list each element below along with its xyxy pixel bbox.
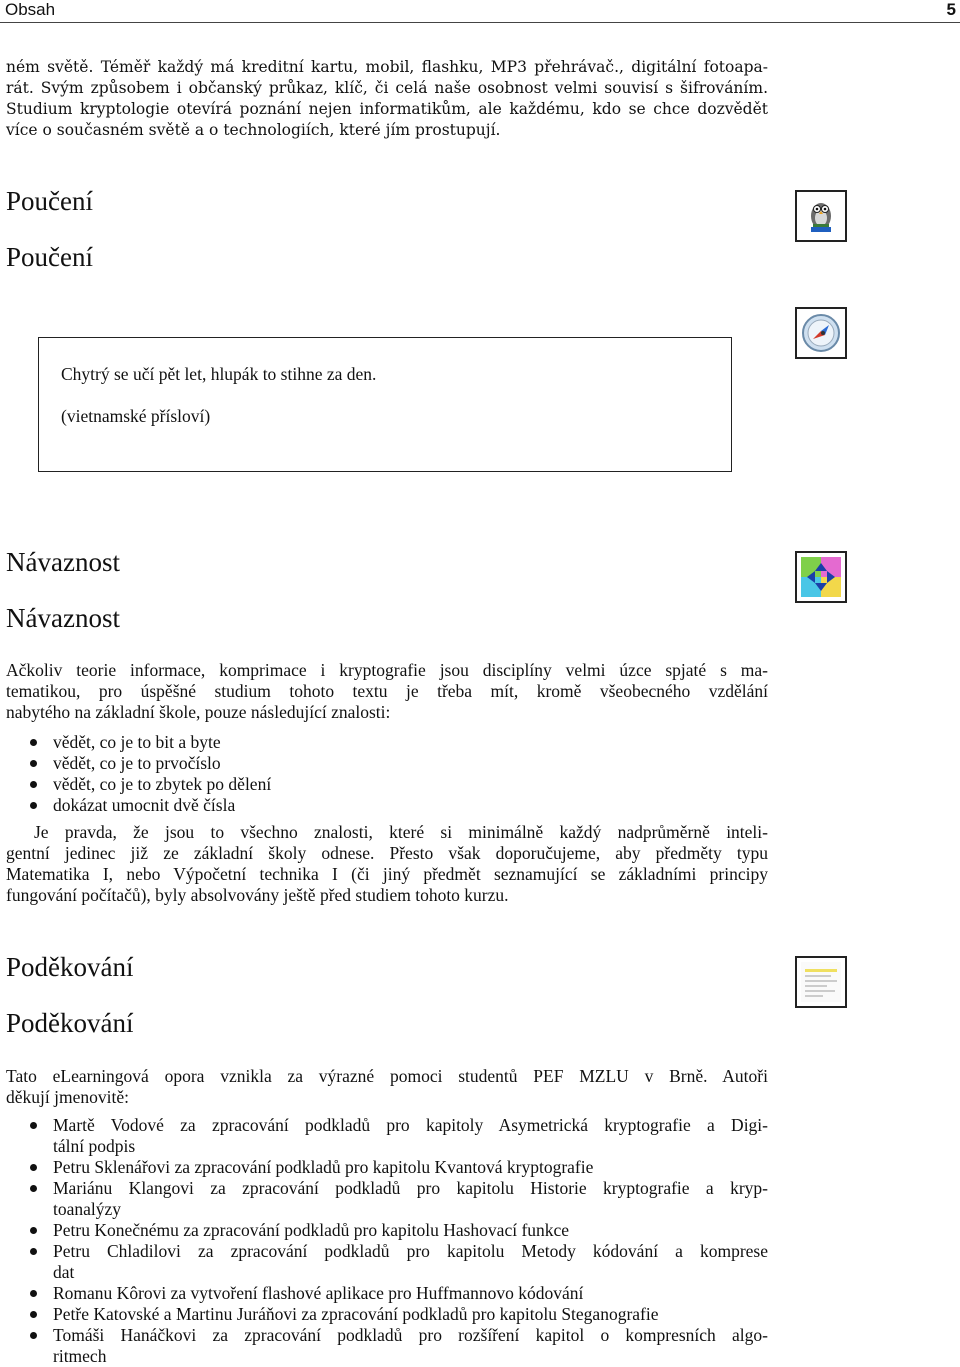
text-line: Studium kryptologie otevírá poznání nejen informatikům, ale každému, kdo se chce dozvědět bbox=[6, 100, 768, 118]
list-item bbox=[28, 1178, 768, 1220]
list-item bbox=[28, 774, 768, 795]
owl-reading-icon bbox=[795, 190, 847, 242]
list-item-text: Martě Vodové za zpracování podkladů pro kapitoly Asymetrická kryptografie a Digi- bbox=[53, 1115, 768, 1135]
quote-box bbox=[38, 337, 732, 472]
quote-source: (vietnamské přísloví) bbox=[61, 406, 211, 426]
list-item-text: toanalýzy bbox=[53, 1199, 122, 1219]
page-number: 5 bbox=[946, 0, 956, 19]
prerequisites-paragraph bbox=[6, 660, 768, 723]
list-item bbox=[28, 1157, 768, 1178]
quote-text: Chytrý se učí pět let, hlupák to stihne za den. bbox=[61, 364, 377, 384]
acknowledgement-list bbox=[28, 1115, 768, 1367]
prerequisites-list bbox=[28, 732, 768, 816]
section-heading: Poučení bbox=[6, 242, 93, 272]
section-heading: Návaznost bbox=[6, 547, 120, 577]
list-item-text: vědět, co je to prvočíslo bbox=[53, 753, 221, 773]
text-line: fungování počítačů), byly absolvovány ještě před studiem tohoto kurzu. bbox=[6, 885, 509, 905]
list-item bbox=[28, 1115, 768, 1157]
intro-paragraph bbox=[6, 57, 768, 141]
document-lines-icon bbox=[795, 956, 847, 1008]
text-line: rát. Svým způsobem i občanský průkaz, klíč, či celá naše osobnost velmi souvisí s šifrováním. bbox=[6, 79, 768, 97]
list-item-text: Mariánu Klangovi za zpracování podkladů pro kapitolu Historie kryptografie a kryp- bbox=[53, 1178, 768, 1198]
list-item-text: vědět, co je to bit a byte bbox=[53, 732, 221, 752]
text-line: Ačkoliv teorie informace, komprimace i kryptografie jsou disciplíny velmi úzce spjaté s ma- bbox=[6, 660, 768, 680]
text-line: více o současném světě a o technologiích, které jím prostupují. bbox=[6, 121, 501, 139]
text-line: tematikou, pro úspěšné studium tohoto textu je třeba mít, kromě všeobecného vzdělání bbox=[6, 681, 768, 701]
text-line: Tato eLearningová opora vznikla za výrazné pomoci studentů PEF MZLU v Brně. Autoři bbox=[6, 1066, 768, 1086]
text-line: děkují jmenovitě: bbox=[6, 1087, 129, 1107]
recommendation-paragraph bbox=[6, 822, 768, 906]
running-title: Obsah bbox=[5, 0, 56, 19]
text-line: ném světě. Téměř každý má kreditní kartu, mobil, flashku, MP3 přehrávač., digitální fotoapa- bbox=[6, 58, 768, 76]
list-item-text: Petře Katovské a Martinu Juráňovi za zpracování podkladů pro kapitolu Steganografie bbox=[53, 1304, 659, 1324]
list-item bbox=[28, 753, 768, 774]
section-heading: Poděkování bbox=[6, 1008, 134, 1038]
list-item bbox=[28, 1241, 768, 1283]
puzzle-arrows-icon bbox=[795, 551, 847, 603]
list-item bbox=[28, 1220, 768, 1241]
list-item-text: tální podpis bbox=[53, 1136, 136, 1156]
list-item bbox=[28, 732, 768, 753]
text-line: Je pravda, že jsou to všechno znalosti, které si minimálně každý nadprůměrně inteli- bbox=[34, 822, 768, 842]
list-item-text: Petru Sklenářovi za zpracování podkladů pro kapitolu Kvantová kryptografie bbox=[53, 1157, 594, 1177]
text-line: nabytého na základní škole, pouze následující znalosti: bbox=[6, 702, 391, 722]
list-item-text: vědět, co je to zbytek po dělení bbox=[53, 774, 272, 794]
text-line: gentní jedinec již ze základní školy odnese. Přesto však doporučujeme, aby předměty typu bbox=[6, 843, 768, 863]
list-item-text: Romanu Kôrovi za vytvoření flashové aplikace pro Huffmannovo kódování bbox=[53, 1283, 584, 1303]
list-item bbox=[28, 795, 768, 816]
list-item-text: dokázat umocnit dvě čísla bbox=[53, 795, 236, 815]
list-item bbox=[28, 1283, 768, 1304]
section-heading: Návaznost bbox=[6, 603, 120, 633]
acknowledgement-paragraph bbox=[6, 1066, 768, 1108]
text-line: Matematika I, nebo Výpočetní technika I (či jiný předmět seznamující se základními principy bbox=[6, 864, 768, 884]
list-item-text: Petru Chladilovi za zpracování podkladů pro kapitolu Metody kódování a komprese bbox=[53, 1241, 768, 1261]
list-item-text: ritmech bbox=[53, 1346, 107, 1366]
list-item-text: Petru Konečnému za zpracování podkladů pro kapitolu Hashovací funkce bbox=[53, 1220, 570, 1240]
section-heading: Poděkování bbox=[6, 952, 134, 982]
header-rule bbox=[0, 22, 960, 23]
list-item-text: Tomáši Hanáčkovi za zpracování podkladů pro rozšíření kapitol o kompresních algo- bbox=[53, 1325, 768, 1345]
page-header bbox=[0, 0, 960, 22]
list-item-text: dat bbox=[53, 1262, 75, 1282]
section-heading: Poučení bbox=[6, 186, 93, 216]
compass-icon bbox=[795, 307, 847, 359]
list-item bbox=[28, 1325, 768, 1367]
list-item bbox=[28, 1304, 768, 1325]
